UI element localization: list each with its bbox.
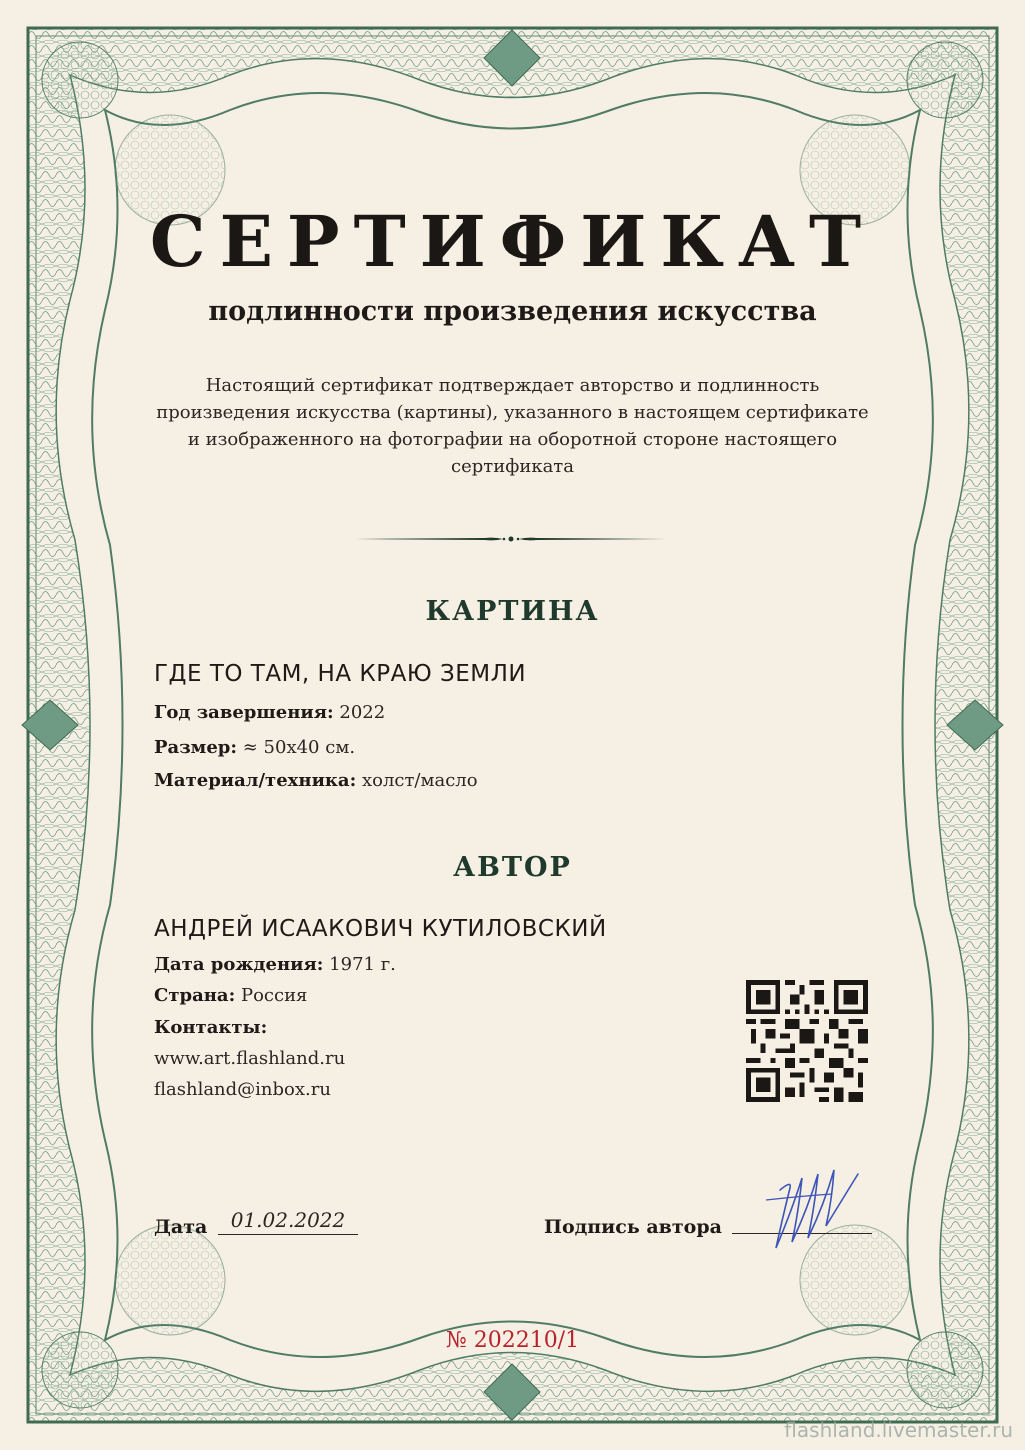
author-heading: АВТОР xyxy=(453,852,572,883)
year-label: Год завершения: xyxy=(154,702,334,723)
date-value: 01.02.2022 xyxy=(218,1208,358,1235)
size-field xyxy=(154,737,355,758)
signature-label: Подпись автора xyxy=(544,1216,722,1238)
country-label: Страна: xyxy=(154,985,236,1006)
size-value: ≈ 50x40 см. xyxy=(242,737,356,758)
signature-icon xyxy=(762,1160,872,1260)
intro-paragraph: Настоящий сертификат подтверждает авторство и подлинность произведения искусства (картины), указанного в настоящем сертификате и изображенного на фотографии на оборотной стороне настоящего сертификата xyxy=(156,375,869,477)
certificate-subtitle: подлинности произведения искусства xyxy=(208,296,817,327)
material-label: Материал/техника: xyxy=(154,770,357,791)
watermark-text: flashland.livemaster.ru xyxy=(784,1418,1013,1442)
size-label: Размер: xyxy=(154,737,238,758)
material-field xyxy=(154,770,478,791)
date-label: Дата xyxy=(154,1216,208,1238)
birth-label: Дата рождения: xyxy=(154,954,324,975)
birth-value: 1971 г. xyxy=(329,954,396,975)
website-link[interactable]: www.art.flashland.ru xyxy=(154,1048,346,1069)
material-value: холст/масло xyxy=(361,770,478,791)
country-value: Россия xyxy=(240,985,308,1006)
qr-code-icon[interactable] xyxy=(746,980,868,1102)
certificate-number: № 202210/1 xyxy=(445,1328,580,1353)
country-field xyxy=(154,985,307,1006)
painting-title: ГДЕ ТО ТАМ, НА КРАЮ ЗЕМЛИ xyxy=(154,661,527,687)
year-value: 2022 xyxy=(339,702,386,723)
painting-heading: КАРТИНА xyxy=(425,596,600,627)
author-name: АНДРЕЙ ИСААКОВИЧ КУТИЛОВСКИЙ xyxy=(154,916,607,942)
ornament-divider-icon xyxy=(355,531,667,547)
contacts-field xyxy=(154,1017,267,1038)
contacts-label: Контакты: xyxy=(154,1017,268,1038)
email-link[interactable]: flashland@inbox.ru xyxy=(154,1079,331,1100)
birth-field xyxy=(154,954,396,975)
year-field xyxy=(154,702,385,723)
certificate-title: СЕРТИФИКАТ xyxy=(149,200,876,283)
